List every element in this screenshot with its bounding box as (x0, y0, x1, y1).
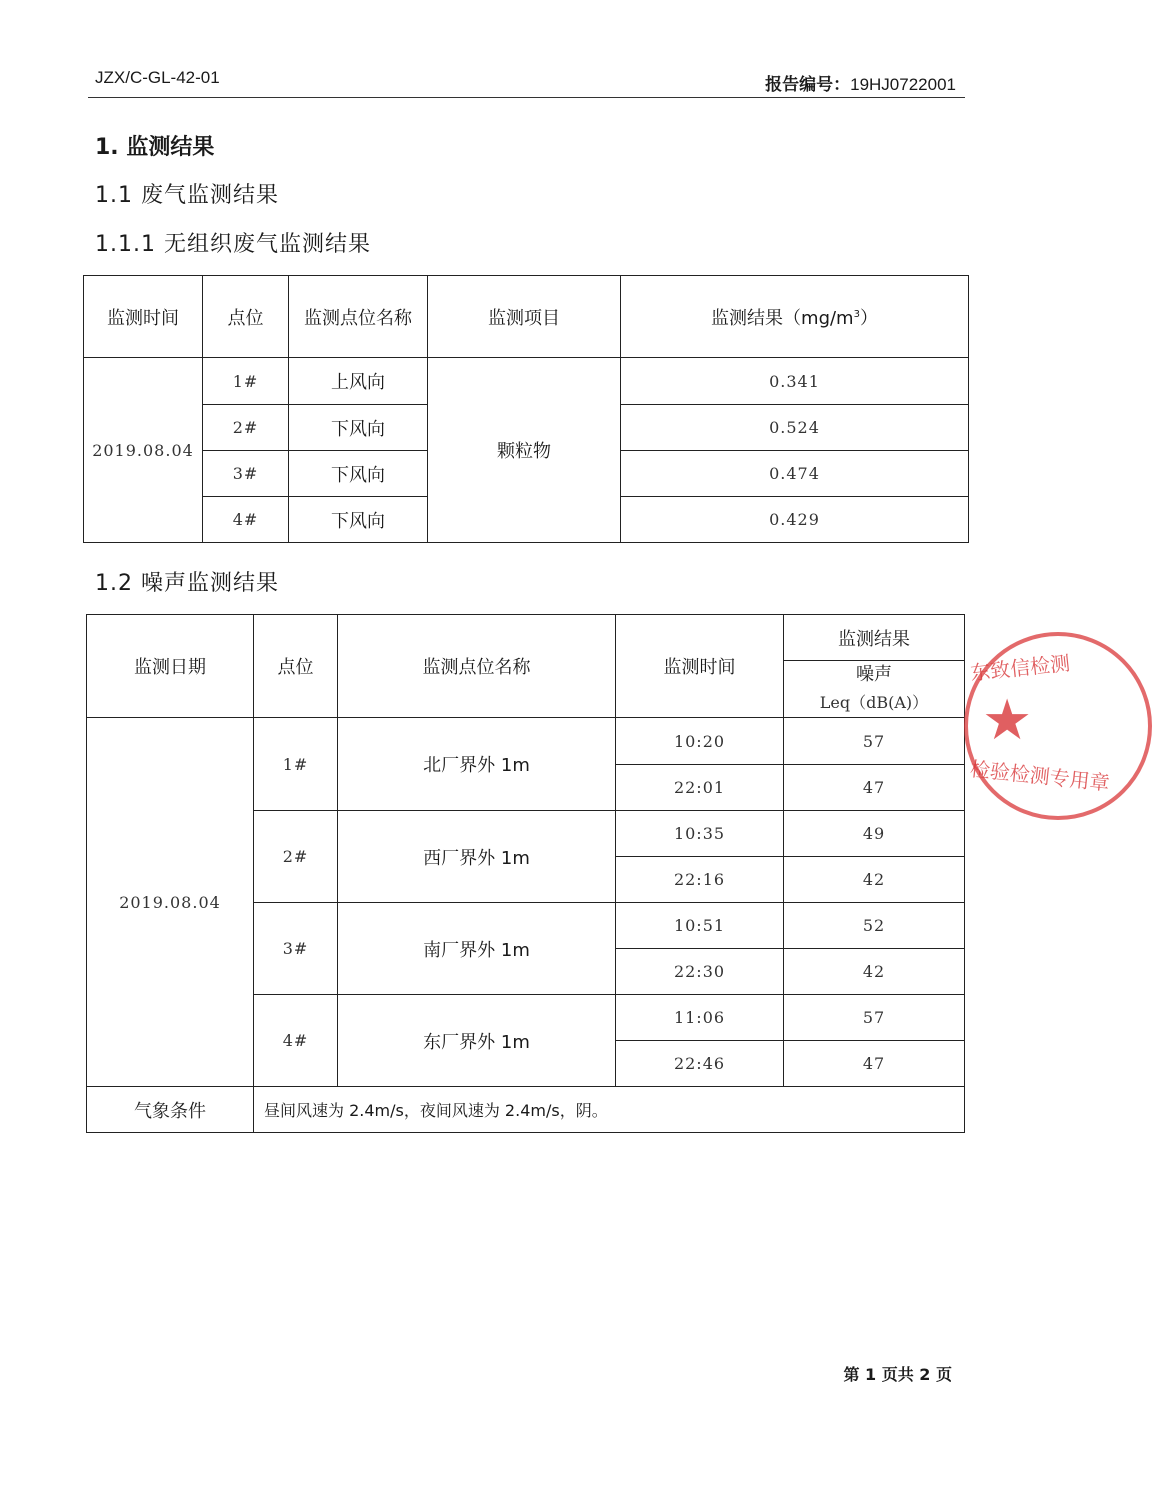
result-cell: 0.341 (621, 358, 969, 405)
point-cell: 4# (203, 497, 289, 543)
header-cell: 点位 (254, 615, 338, 718)
time-cell: 10:51 (616, 903, 784, 949)
value-cell: 57 (784, 995, 965, 1041)
date-cell: 2019.08.04 (87, 718, 254, 1087)
value-cell: 47 (784, 765, 965, 811)
point-cell: 3# (254, 903, 338, 995)
point-cell: 3# (203, 451, 289, 497)
date-cell: 2019.08.04 (84, 358, 203, 543)
weather-text: 昼间风速为 2.4m/s，夜间风速为 2.4m/s，阴。 (254, 1087, 965, 1133)
weather-label: 气象条件 (87, 1087, 254, 1133)
value-cell: 52 (784, 903, 965, 949)
header-cell: 监测点位名称 (289, 276, 428, 358)
weather-row (87, 1087, 965, 1133)
header-cell-noise (784, 661, 965, 718)
table-header-row (84, 276, 969, 358)
location-cell: 下风向 (289, 451, 428, 497)
time-cell: 10:20 (616, 718, 784, 765)
location-cell: 下风向 (289, 497, 428, 543)
item-cell: 颗粒物 (428, 358, 621, 543)
result-cell: 0.524 (621, 405, 969, 451)
header-cell-result: 监测结果$(mg/m^3)$ (621, 276, 969, 358)
location-cell: 东厂界外 1m (338, 995, 616, 1087)
location-cell: 南厂界外 1m (338, 903, 616, 995)
subsection-title-gas: 1.1 废气监测结果 (95, 183, 279, 208)
star-icon: ★ (982, 688, 1033, 753)
point-cell: 1# (254, 718, 338, 811)
header-cell: 监测项目 (428, 276, 621, 358)
gas-results-table (83, 275, 969, 543)
time-cell: 11:06 (616, 995, 784, 1041)
table-row (84, 358, 969, 405)
section-title: 1. 监测结果 (95, 135, 215, 160)
location-cell: 西厂界外 1m (338, 811, 616, 903)
table-row (87, 718, 965, 765)
noise-label: 噪声 (856, 664, 892, 685)
result-cell: 0.429 (621, 497, 969, 543)
point-cell: 2# (203, 405, 289, 451)
value-cell: 49 (784, 811, 965, 857)
subsection-title-noise: 1.2 噪声监测结果 (95, 571, 279, 596)
value-cell: 47 (784, 1041, 965, 1087)
point-cell: 1# (203, 358, 289, 405)
location-cell: 下风向 (289, 405, 428, 451)
header-cell: 点位 (203, 276, 289, 358)
time-cell: 22:01 (616, 765, 784, 811)
table-header-row (87, 615, 965, 661)
header-cell: 监测日期 (87, 615, 254, 718)
value-cell: 57 (784, 718, 965, 765)
location-cell: 上风向 (289, 358, 428, 405)
header-cell: 监测时间 (616, 615, 784, 718)
time-cell: 22:16 (616, 857, 784, 903)
header-cell: 监测结果 (784, 615, 965, 661)
report-number (765, 70, 956, 95)
value-cell: 42 (784, 857, 965, 903)
time-cell: 22:30 (616, 949, 784, 995)
point-cell: 2# (254, 811, 338, 903)
subsubsection-title-fugitive-gas: 1.1.1 无组织废气监测结果 (95, 232, 371, 257)
time-cell: 10:35 (616, 811, 784, 857)
report-number-value: 19HJ0722001 (850, 75, 956, 94)
form-code: JZX/C-GL-42-01 (95, 68, 220, 87)
official-seal (960, 630, 1111, 820)
location-cell: 北厂界外 1m (338, 718, 616, 811)
seal-top-text: 东致信检测 (969, 650, 1072, 686)
result-cell: 0.474 (621, 451, 969, 497)
header-divider (88, 97, 965, 98)
point-cell: 4# (254, 995, 338, 1087)
header-cell: 监测点位名称 (338, 615, 616, 718)
page-number: 第 1 页共 2 页 (843, 1365, 952, 1384)
header-cell: 监测时间 (84, 276, 203, 358)
unit-label: Leq（dB(A)） (819, 693, 929, 712)
time-cell: 22:46 (616, 1041, 784, 1087)
report-number-label: 报告编号： (765, 75, 851, 94)
noise-results-table (86, 614, 965, 1133)
seal-bottom-text: 检验检测专用章 (968, 756, 1111, 796)
value-cell: 42 (784, 949, 965, 995)
